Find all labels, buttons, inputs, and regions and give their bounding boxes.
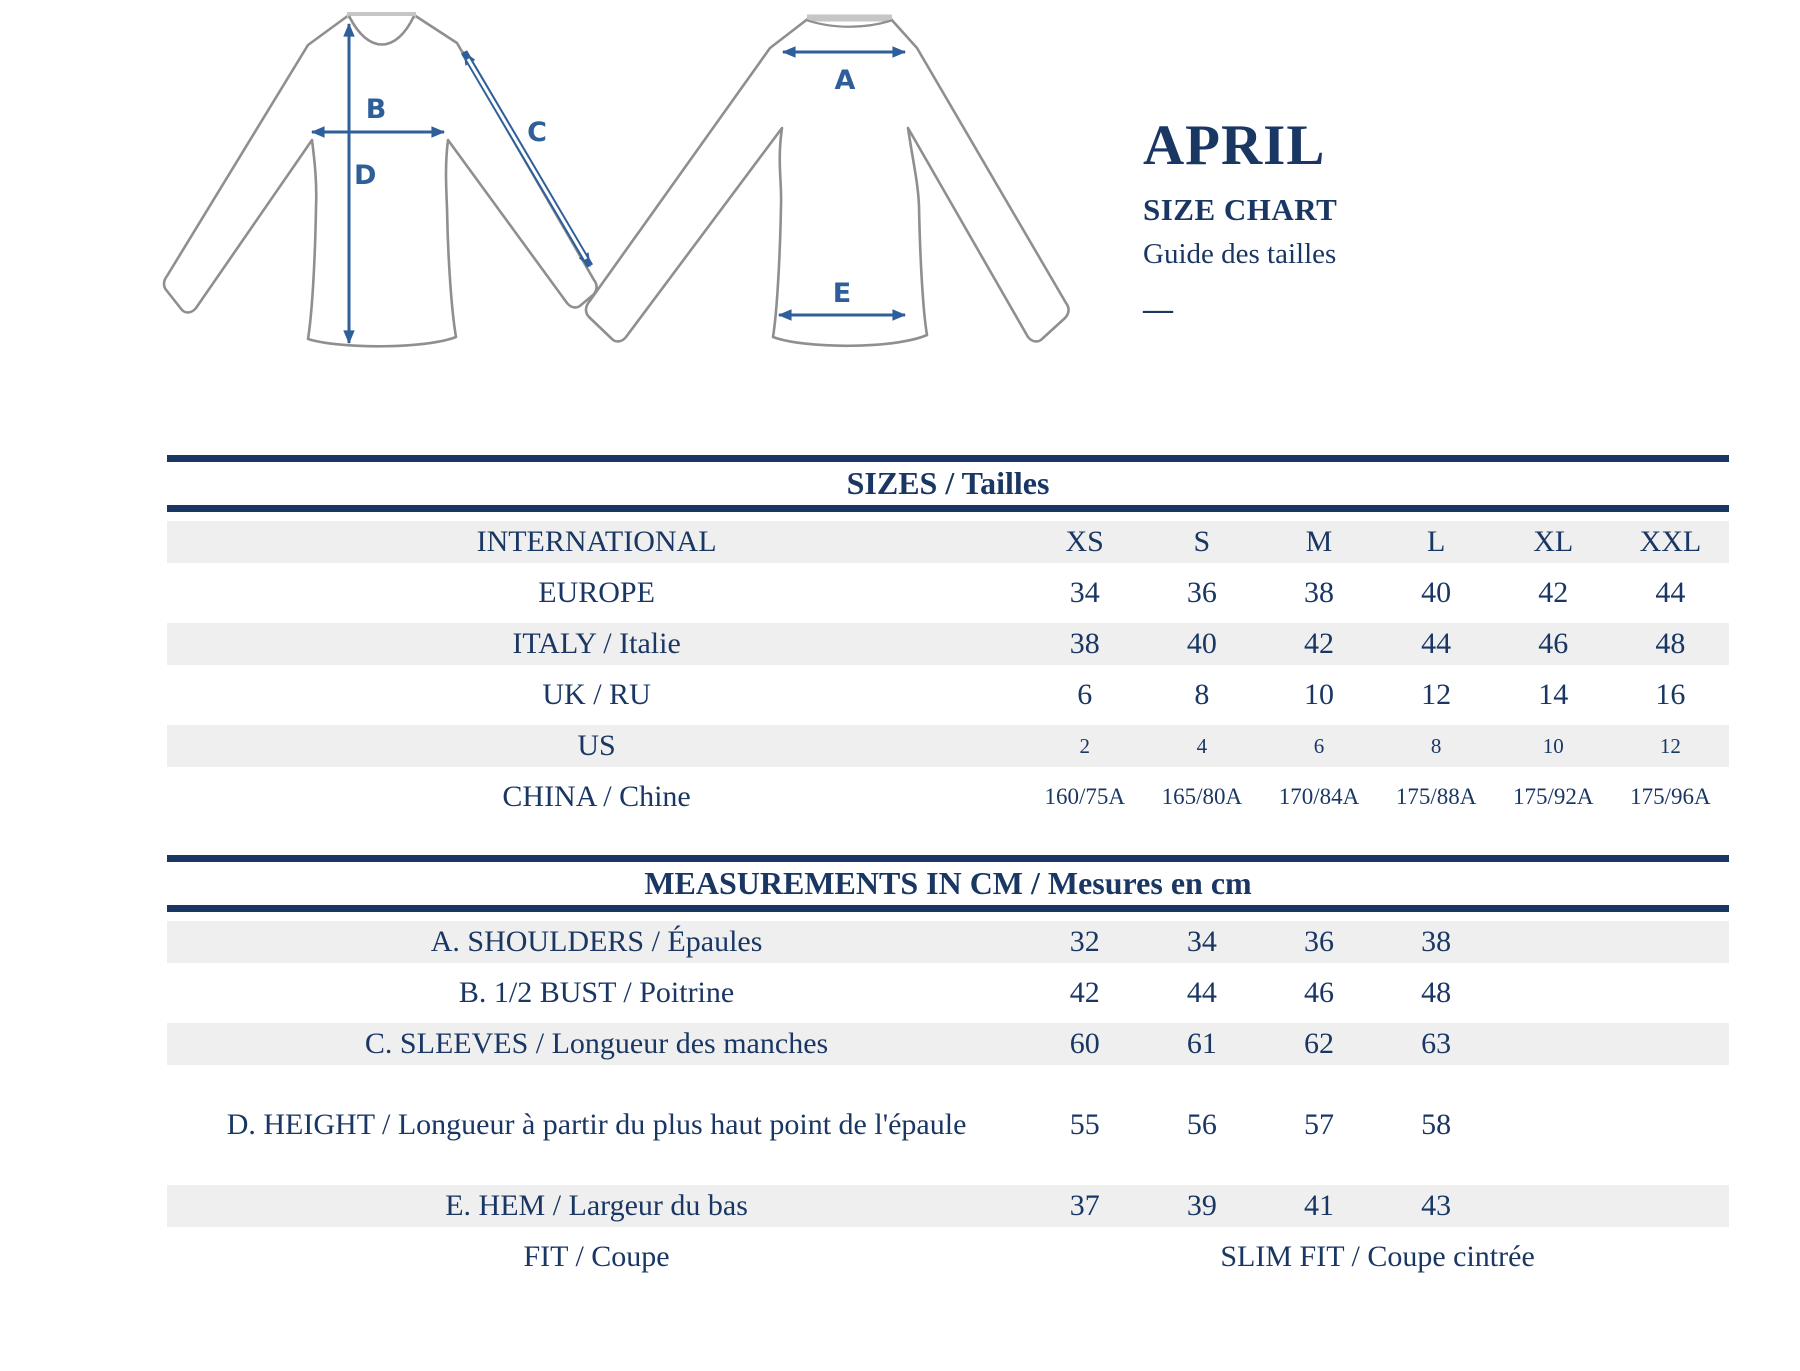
measurements-table-title: MEASUREMENTS IN CM / Mesures en cm (167, 855, 1729, 912)
measure-label-b: B (365, 94, 387, 125)
table-row (167, 572, 1729, 614)
row-label-text: US (577, 729, 616, 762)
cell-value: 175/88A (1395, 784, 1477, 809)
cell-value: 37 (1026, 1185, 1143, 1227)
row-label-text: INTERNATIONAL (476, 525, 717, 558)
cell-value: 6 (1077, 678, 1093, 711)
cell-value: 62 (1260, 1023, 1377, 1065)
measure-label-c: C (527, 117, 547, 148)
table-row (167, 1074, 1729, 1176)
row-label (167, 921, 1026, 963)
sizes-table (167, 512, 1729, 827)
cell-value: 160/75A (1044, 784, 1125, 809)
cell-value: XS (1026, 521, 1143, 563)
cell-value: 48 (1612, 623, 1729, 665)
row-label (167, 623, 1026, 665)
cell-value: 32 (1026, 921, 1143, 963)
cell-value: 43 (1378, 1185, 1495, 1227)
cell-value: M (1260, 521, 1377, 563)
brand-title: APRIL (1143, 114, 1326, 177)
table-row (167, 1236, 1729, 1278)
cell-value: 42 (1538, 576, 1569, 609)
cell-value: 10 (1495, 725, 1612, 767)
cell-value: 41 (1260, 1185, 1377, 1227)
measure-label-d: D (354, 160, 377, 191)
table-row (167, 521, 1729, 563)
cell-value: 58 (1421, 1108, 1452, 1141)
row-label (167, 725, 1026, 767)
table-row (167, 921, 1729, 963)
cell-value: 16 (1655, 678, 1686, 711)
divider-dash: — (1143, 292, 1171, 326)
cell-value (1612, 1023, 1729, 1065)
cell-value: 56 (1186, 1108, 1217, 1141)
cell-value: 2 (1026, 725, 1143, 767)
table-row (167, 674, 1729, 716)
row-label-text: FIT / Coupe (523, 1240, 670, 1273)
cell-value (1495, 1185, 1612, 1227)
cell-value: 42 (1069, 976, 1100, 1009)
cell-value: 60 (1026, 1023, 1143, 1065)
cell-value (1612, 972, 1729, 1014)
row-label (167, 572, 1026, 614)
cell-value: 38 (1303, 576, 1334, 609)
row-label-text: C. SLEEVES / Longueur des manches (364, 1027, 829, 1060)
cell-value: 42 (1260, 623, 1377, 665)
row-label-text: EUROPE (538, 576, 655, 609)
cell-value: 175/96A (1630, 784, 1711, 809)
cell-value: 12 (1421, 678, 1452, 711)
row-label (167, 1185, 1026, 1227)
cell-value: 6 (1260, 725, 1377, 767)
table-row (167, 1185, 1729, 1227)
back-garment-outline (586, 18, 1069, 346)
row-label (167, 972, 1026, 1014)
cell-value: 38 (1378, 921, 1495, 963)
cell-value: 55 (1069, 1108, 1100, 1141)
cell-value: 44 (1378, 623, 1495, 665)
cell-value: 170/84A (1278, 784, 1360, 809)
measure-label-a: A (834, 65, 856, 96)
cell-value (1612, 1074, 1729, 1176)
cell-value: 10 (1303, 678, 1334, 711)
table-row (167, 972, 1729, 1014)
measure-label-e: E (832, 278, 852, 309)
cell-value: 34 (1143, 921, 1260, 963)
size-chart-heading: SIZE CHART (1143, 191, 1338, 227)
cell-value: 46 (1303, 976, 1334, 1009)
cell-value: 8 (1378, 725, 1495, 767)
sizes-table-section (167, 455, 1729, 827)
measurements-table-section (167, 855, 1729, 1287)
cell-value: 46 (1495, 623, 1612, 665)
cell-value: XL (1495, 521, 1612, 563)
cell-value: 14 (1538, 678, 1569, 711)
cell-value: 175/92A (1513, 784, 1594, 809)
cell-value (1495, 921, 1612, 963)
row-label (167, 674, 1026, 716)
row-label-text: B. 1/2 BUST / Poitrine (458, 976, 735, 1009)
cell-value: 12 (1612, 725, 1729, 767)
cell-value (1495, 1023, 1612, 1065)
cell-value (1495, 1074, 1612, 1176)
row-label (167, 1236, 1026, 1278)
cell-value: 38 (1026, 623, 1143, 665)
cell-value: 165/80A (1161, 784, 1243, 809)
measurements-table (167, 912, 1729, 1287)
cell-value (1612, 921, 1729, 963)
cell-value: 44 (1655, 576, 1686, 609)
cell-value: 40 (1143, 623, 1260, 665)
cell-value: 61 (1143, 1023, 1260, 1065)
table-row (167, 1023, 1729, 1065)
row-span-value: SLIM FIT / Coupe cintrée (1220, 1240, 1535, 1273)
row-label (167, 521, 1026, 563)
cell-value: 63 (1378, 1023, 1495, 1065)
garment-back-diagram (545, 10, 1085, 355)
row-label (167, 1074, 1026, 1176)
cell-value: 8 (1194, 678, 1210, 711)
row-label-text: ITALY / Italie (512, 627, 681, 660)
brand-block (1143, 116, 1337, 327)
cell-value: 36 (1260, 921, 1377, 963)
row-label-text: UK / RU (542, 678, 651, 711)
table-row (167, 623, 1729, 665)
cell-value (1495, 972, 1612, 1014)
cell-value (1612, 1185, 1729, 1227)
sizes-table-title: SIZES / Tailles (167, 455, 1729, 512)
row-label (167, 776, 1026, 818)
cell-value: 34 (1069, 576, 1100, 609)
cell-value: S (1143, 521, 1260, 563)
table-row (167, 776, 1729, 818)
row-label-text: E. HEM / Largeur du bas (445, 1189, 748, 1222)
size-chart-heading-fr: Guide des tailles (1143, 237, 1337, 270)
table-row (167, 725, 1729, 767)
row-label-text: A. SHOULDERS / Épaules (430, 925, 763, 958)
cell-value: 39 (1143, 1185, 1260, 1227)
cell-value: 48 (1421, 976, 1452, 1009)
cell-value: XXL (1612, 521, 1729, 563)
cell-value: 40 (1421, 576, 1452, 609)
row-label-text: CHINA / Chine (502, 780, 691, 813)
row-label-text: D. HEIGHT / Longueur à partir du plus haut point de l'épaule (226, 1108, 967, 1141)
cell-value: 57 (1303, 1108, 1334, 1141)
cell-value: 44 (1186, 976, 1217, 1009)
cell-value: 4 (1143, 725, 1260, 767)
row-label (167, 1023, 1026, 1065)
front-garment-outline (164, 15, 597, 346)
cell-value: L (1378, 521, 1495, 563)
cell-value: 36 (1186, 576, 1217, 609)
